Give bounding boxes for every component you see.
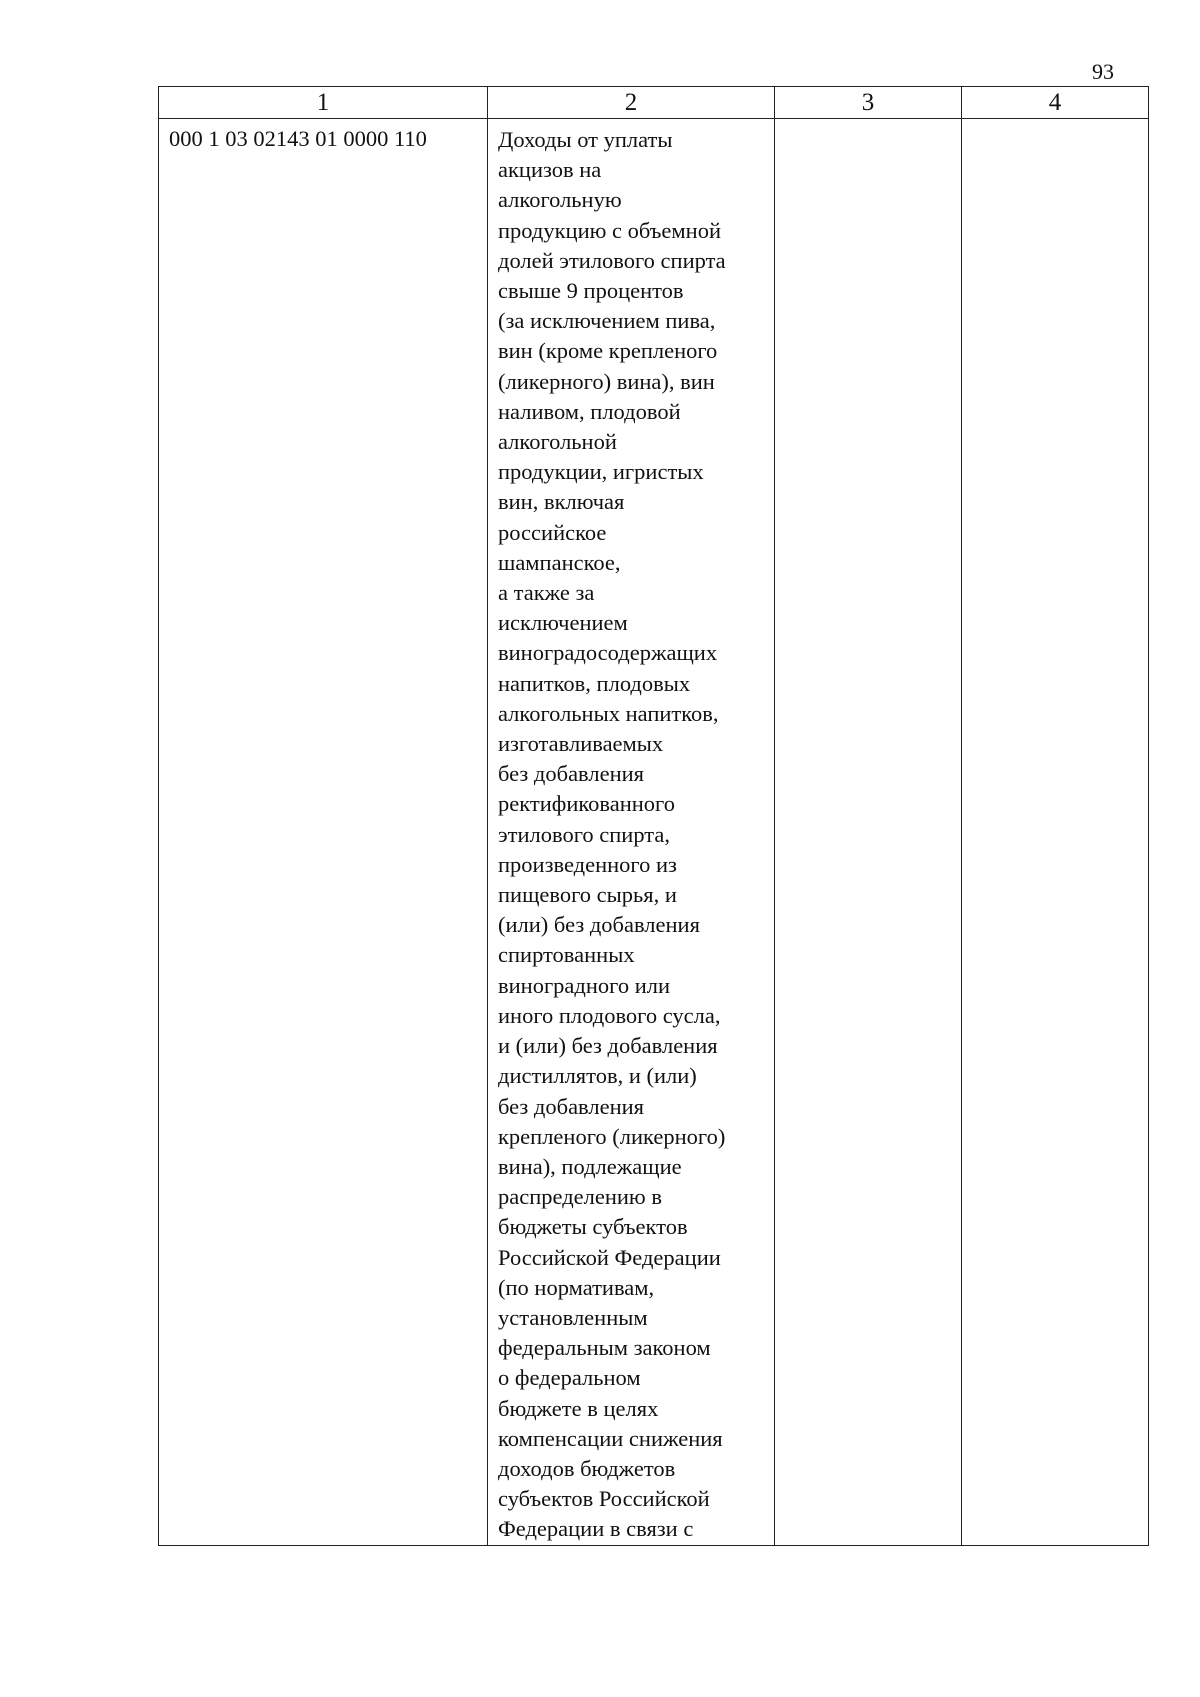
description-line: изготавливаемых — [498, 731, 664, 757]
description-line: установленным — [498, 1304, 648, 1330]
header-col-4: 4 — [962, 87, 1149, 119]
description-line: алкогольную — [498, 187, 622, 213]
revenue-table — [158, 86, 1149, 1546]
description-line: Доходы от уплаты — [498, 127, 673, 152]
description-lines — [498, 125, 768, 1545]
description-line: без добавления — [498, 1093, 645, 1119]
header-col-3: 3 — [775, 87, 962, 119]
description-line: спиртованных — [498, 942, 635, 968]
description-line: произведенного из — [498, 851, 677, 877]
description-line: бюджеты субъектов — [498, 1214, 688, 1240]
description-line: вин (кроме крепленого — [498, 338, 718, 364]
description-line: вин, включая — [498, 489, 625, 515]
budget-classification-code: 000 1 03 02143 01 0000 110 — [159, 119, 488, 1546]
description-line: напитков, плодовых — [498, 670, 691, 696]
description-line: продукцию с объемной — [498, 217, 721, 243]
description-line: шампанское, — [498, 549, 621, 575]
description-line: алкогольных напитков, — [498, 700, 719, 726]
description-line: иного плодового сусла, — [498, 1002, 721, 1028]
table-header — [159, 87, 1149, 119]
header-col-1: 1 — [159, 87, 488, 119]
description-line: акцизов на — [498, 157, 602, 183]
header-row — [159, 87, 1149, 119]
revenue-description — [488, 119, 775, 1546]
description-line: продукции, игристых — [498, 459, 704, 485]
description-line: (или) без добавления — [498, 912, 700, 938]
description-line: вина), подлежащие — [498, 1153, 682, 1179]
description-line: и (или) без добавления — [498, 1033, 718, 1059]
description-line: наливом, плодовой — [498, 398, 681, 424]
table-body — [159, 119, 1149, 1546]
description-line: долей этилового спирта — [498, 247, 726, 273]
description-line: алкогольной — [498, 429, 617, 455]
table-cell-col-4 — [962, 119, 1149, 1546]
description-line: виноградосодержащих — [498, 640, 718, 666]
header-col-2: 2 — [488, 87, 775, 119]
description-line: (ликерного) вина), вин — [498, 368, 715, 394]
description-line: крепленого (ликерного) — [498, 1123, 726, 1149]
description-line: ректификованного — [498, 791, 675, 817]
description-line: пищевого сырья, и — [498, 882, 677, 908]
description-line: (по нормативам, — [498, 1274, 655, 1300]
table-row — [159, 119, 1149, 1546]
table-cell-col-3 — [775, 119, 962, 1546]
description-line: бюджете в целях — [498, 1395, 659, 1421]
description-line: субъектов Российской — [498, 1486, 710, 1512]
description-line: о федеральном — [498, 1365, 641, 1391]
description-line: Российской Федерации — [498, 1244, 721, 1270]
description-line: федеральным законом — [498, 1335, 711, 1361]
description-line: свыше 9 процентов — [498, 278, 684, 304]
description-line: исключением — [498, 610, 628, 636]
description-line: без добавления — [498, 761, 645, 787]
description-line: дистиллятов, и (или) — [498, 1063, 697, 1089]
description-line: компенсации снижения — [498, 1425, 723, 1451]
description-line: (за исключением пива, — [498, 308, 716, 334]
description-line: доходов бюджетов — [498, 1455, 676, 1481]
description-line: виноградного или — [498, 972, 671, 998]
description-line: а также за — [498, 580, 595, 606]
description-line: российское — [498, 519, 607, 545]
description-line: распределению в — [498, 1184, 662, 1210]
description-line: Федерации в связи с — [498, 1516, 694, 1542]
description-line: этилового спирта, — [498, 821, 671, 847]
page-number: 93 — [1092, 59, 1114, 84]
